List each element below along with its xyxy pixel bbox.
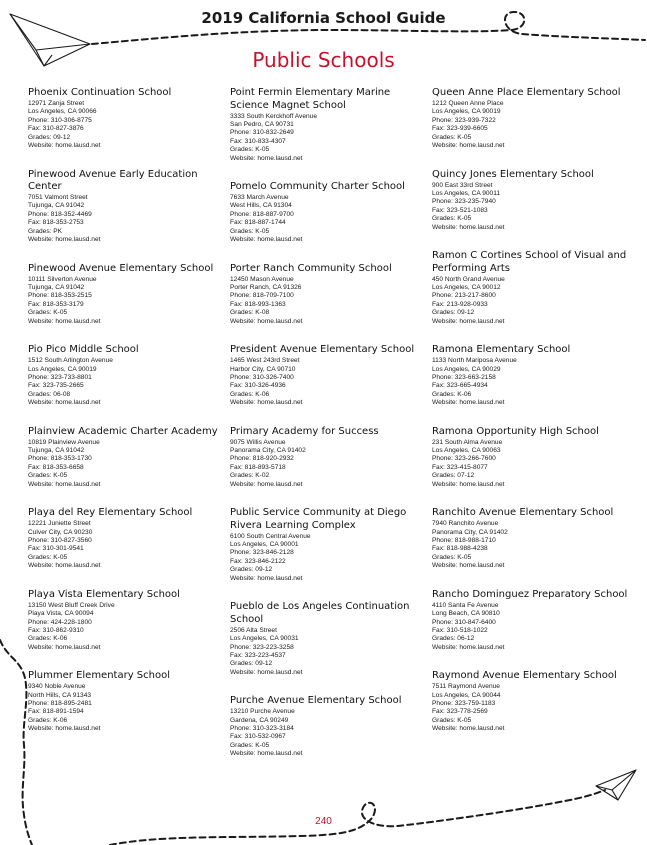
school-entry — [432, 589, 637, 653]
school-entry — [230, 601, 430, 677]
school-name: Queen Anne Place Elementary School — [432, 87, 621, 98]
school-city: Los Angeles, CA 90044 — [432, 691, 501, 699]
school-city: Los Angeles, CA 90019 — [28, 365, 97, 373]
school-address: 13210 Purche Avenue — [230, 708, 295, 716]
school-grades: Grades: K-06 — [432, 390, 472, 398]
school-city: Los Angeles, CA 90011 — [432, 189, 501, 197]
school-grades: Grades: K-05 — [230, 227, 270, 235]
school-fax: Fax: 818-993-1363 — [230, 300, 286, 308]
school-grades: Grades: K-06 — [28, 635, 68, 643]
school-phone: Phone: 323-235-7940 — [432, 198, 496, 206]
school-entry — [28, 87, 228, 151]
school-fax: Fax: 818-353-2753 — [28, 219, 84, 227]
school-website: Website: home.lausd.net — [432, 399, 505, 407]
school-address: 10819 Plainview Avenue — [28, 438, 100, 446]
school-grades: Grades: K-05 — [432, 215, 472, 223]
school-grades: Grades: K-05 — [230, 741, 270, 749]
school-grades: Grades: 06-12 — [432, 635, 475, 643]
section-title: Public Schools — [252, 48, 395, 72]
school-fax: Fax: 818-353-3179 — [28, 300, 84, 308]
school-phone: Phone: 310-832-2649 — [230, 129, 294, 137]
school-grades: Grades: K-08 — [230, 309, 270, 317]
school-website: Website: home.lausd.net — [432, 480, 505, 488]
school-address: 231 South Alma Avenue — [432, 438, 503, 446]
school-grades: Grades: K-05 — [28, 309, 68, 317]
school-grades: Grades: K-02 — [230, 472, 270, 480]
school-grades: Grades: 07-12 — [432, 472, 475, 480]
school-fax: Fax: 323-223-4537 — [230, 651, 286, 659]
school-city: Los Angeles, CA 90001 — [230, 541, 299, 549]
school-name: Point Fermin Elementary Marine Science Magnet School — [230, 87, 391, 111]
school-column-2 — [230, 87, 430, 777]
school-address: 900 East 33rd Street — [432, 181, 493, 189]
school-fax: Fax: 310-532-0967 — [230, 733, 286, 741]
school-city: North Hills, CA 91343 — [28, 691, 92, 699]
school-address: 450 North Grand Avenue — [432, 275, 505, 283]
school-website: Website: home.lausd.net — [432, 142, 505, 150]
school-name: Pueblo de Los Angeles Continuation School — [230, 601, 410, 625]
school-address: 7511 Raymond Avenue — [432, 683, 500, 691]
school-name: Rancho Dominguez Preparatory School — [432, 588, 628, 600]
school-phone: Phone: 424-228-1800 — [28, 618, 92, 626]
school-website: Website: home.lausd.net — [28, 399, 101, 407]
school-phone: Phone: 818-988-1710 — [432, 536, 496, 544]
school-city: Gardena, CA 90249 — [230, 716, 289, 724]
school-fax: Fax: 323-778-2569 — [432, 708, 488, 716]
school-address: 1212 Queen Anne Place — [432, 100, 504, 107]
school-entry — [230, 181, 430, 245]
school-website: Website: home.lausd.net — [432, 223, 505, 231]
school-entry — [28, 263, 228, 327]
school-fax: Fax: 310-301-9541 — [28, 545, 84, 553]
school-address: 13150 West Bluff Creek Drive — [28, 601, 115, 609]
school-name: Ranchito Avenue Elementary School — [432, 507, 614, 519]
school-fax: Fax: 310-833-4307 — [230, 137, 286, 145]
school-website: Website: home.lausd.net — [230, 480, 303, 488]
school-name: Pio Pico Middle School — [28, 344, 139, 356]
school-grades: Grades: 09-12 — [230, 566, 273, 574]
school-fax: Fax: 310-827-3876 — [28, 125, 84, 133]
school-phone: Phone: 818-920-2932 — [230, 455, 294, 463]
school-name: Playa Vista Elementary School — [28, 588, 180, 600]
school-address: 4110 Santa Fe Avenue — [432, 601, 499, 609]
school-address: 7940 Ranchito Avenue — [432, 520, 499, 528]
school-column-3 — [432, 87, 637, 752]
school-city: Tujunga, CA 91042 — [28, 283, 85, 291]
school-name: Quincy Jones Elementary School — [432, 168, 594, 180]
school-fax: Fax: 310-862-9310 — [28, 626, 84, 634]
school-city: Culver City, CA 90230 — [28, 528, 93, 536]
school-phone: Phone: 310-323-3184 — [230, 725, 294, 733]
school-website: Website: home.lausd.net — [432, 317, 505, 325]
school-phone: Phone: 310-326-7400 — [230, 373, 294, 381]
school-phone: Phone: 323-846-2128 — [230, 549, 294, 557]
school-address: 12450 Mason Avenue — [230, 275, 294, 283]
school-fax: Fax: 818-893-5718 — [230, 463, 286, 471]
school-website: Website: home.lausd.net — [432, 562, 505, 570]
school-website: Website: home.lausd.net — [28, 142, 101, 150]
paper-plane-icon — [596, 770, 636, 800]
school-entry — [230, 426, 430, 490]
school-grades: Grades: 09-12 — [28, 133, 71, 141]
school-address: 7051 Valmont Street — [28, 194, 88, 202]
school-website: Website: home.lausd.net — [230, 317, 303, 325]
school-address: 12971 Zanja Street — [28, 100, 85, 107]
school-name: Phoenix Continuation School — [28, 87, 172, 98]
school-address: 1133 North Mariposa Avenue — [432, 357, 517, 365]
school-fax: Fax: 323-415-8077 — [432, 463, 488, 471]
school-entry — [28, 426, 228, 490]
school-address: 3333 South Kerckhoff Avenue — [230, 112, 318, 120]
school-name: Playa del Rey Elementary School — [28, 507, 193, 519]
school-phone: Phone: 323-759-1183 — [432, 700, 496, 708]
school-website: Website: home.lausd.net — [28, 236, 101, 244]
school-address: 2506 Alta Street — [230, 626, 277, 634]
school-website: Website: home.lausd.net — [28, 643, 101, 651]
school-website: Website: home.lausd.net — [230, 574, 303, 582]
school-entry — [230, 507, 430, 583]
school-city: Harbor City, CA 90710 — [230, 365, 296, 373]
school-name: Pomelo Community Charter School — [230, 181, 405, 193]
school-name: Ramona Opportunity High School — [432, 425, 599, 437]
school-website: Website: home.lausd.net — [28, 562, 101, 570]
school-grades: Grades: K-05 — [432, 133, 472, 141]
school-website: Website: home.lausd.net — [230, 236, 303, 244]
school-entry — [28, 670, 228, 734]
guide-title: 2019 California School Guide — [201, 9, 446, 27]
school-entry — [432, 344, 637, 408]
school-website: Website: home.lausd.net — [28, 480, 101, 488]
school-city: West Hills, CA 91304 — [230, 202, 292, 210]
school-entry — [28, 589, 228, 653]
school-city: Panorama City, CA 91402 — [432, 528, 508, 536]
school-fax: Fax: 310-326-4936 — [230, 382, 286, 390]
school-address: 1465 West 243rd Street — [230, 357, 300, 365]
school-fax: Fax: 323-665-4934 — [432, 382, 488, 390]
school-name: Primary Academy for Success — [230, 425, 379, 437]
school-phone: Phone: 310-847-6400 — [432, 618, 496, 626]
school-name: Pinewood Avenue Elementary School — [28, 262, 214, 274]
school-phone: Phone: 818-353-1730 — [28, 455, 92, 463]
school-city: Los Angeles, CA 90019 — [432, 108, 501, 116]
school-phone: Phone: 818-352-4469 — [28, 210, 92, 218]
school-website: Website: home.lausd.net — [230, 154, 303, 162]
school-entry — [432, 670, 637, 734]
school-grades: Grades: K-05 — [432, 553, 472, 561]
school-fax: Fax: 818-353-6658 — [28, 463, 84, 471]
school-phone: Phone: 818-895-2481 — [28, 700, 92, 708]
school-entry — [432, 250, 637, 326]
school-city: Panorama City, CA 91402 — [230, 447, 306, 455]
school-fax: Fax: 323-735-2665 — [28, 382, 84, 390]
school-entry — [230, 695, 430, 759]
school-column-1 — [28, 87, 228, 752]
school-grades: Grades: K-05 — [28, 472, 68, 480]
school-name: Purche Avenue Elementary School — [230, 695, 402, 707]
school-city: Los Angeles, CA 90012 — [432, 283, 501, 291]
school-website: Website: home.lausd.net — [230, 399, 303, 407]
school-fax: Fax: 818-891-1594 — [28, 708, 84, 716]
school-entry — [432, 87, 637, 151]
school-city: San Pedro, CA 90731 — [230, 120, 294, 128]
school-city: Long Beach, CA 90810 — [432, 610, 500, 618]
school-grades: Grades: K-06 — [28, 716, 68, 724]
school-fax: Fax: 818-887-1744 — [230, 219, 286, 227]
school-phone: Phone: 818-887-9700 — [230, 210, 294, 218]
school-grades: Grades: 09-12 — [432, 309, 475, 317]
school-phone: Phone: 323-663-2158 — [432, 373, 496, 381]
school-name: Plummer Elementary School — [28, 670, 171, 682]
school-fax: Fax: 323-846-2122 — [230, 557, 286, 565]
school-fax: Fax: 818-988-4238 — [432, 545, 488, 553]
school-grades: Grades: PK — [28, 227, 63, 235]
school-grades: Grades: 09-12 — [230, 660, 273, 668]
school-grades: Grades: K-05 — [432, 716, 472, 724]
school-fax: Fax: 213-928-0933 — [432, 300, 488, 308]
school-fax: Fax: 310-518-1022 — [432, 626, 488, 634]
school-entry — [230, 263, 430, 327]
school-website: Website: home.lausd.net — [28, 725, 101, 733]
school-phone: Phone: 323-733-8801 — [28, 373, 92, 381]
school-city: Los Angeles, CA 90031 — [230, 635, 299, 643]
school-phone: Phone: 323-266-7600 — [432, 455, 496, 463]
school-website: Website: home.lausd.net — [28, 317, 101, 325]
school-phone: Phone: 818-709-7100 — [230, 292, 294, 300]
school-city: Porter Ranch, CA 91326 — [230, 283, 302, 291]
page-number: 240 — [315, 816, 332, 827]
school-entry — [432, 507, 637, 571]
school-phone: Phone: 310-827-3560 — [28, 536, 92, 544]
school-address: 1512 South Arlington Avenue — [28, 357, 113, 365]
school-website: Website: home.lausd.net — [230, 668, 303, 676]
school-grades: Grades: K-05 — [230, 146, 270, 154]
school-grades: Grades: K-06 — [230, 390, 270, 398]
school-name: Public Service Community at Diego Rivera Learning Complex — [230, 507, 407, 531]
school-name: Porter Ranch Community School — [230, 262, 392, 274]
school-grades: Grades: 06-08 — [28, 390, 71, 398]
school-address: 9075 Willis Avenue — [230, 438, 286, 446]
school-entry — [28, 507, 228, 571]
school-name: Ramon C Cortines School of Visual and Performing Arts — [432, 250, 627, 274]
school-phone: Phone: 323-939-7322 — [432, 116, 496, 124]
school-city: Playa Vista, CA 90094 — [28, 610, 94, 618]
school-phone: Phone: 818-353-2515 — [28, 292, 92, 300]
school-city: Tujunga, CA 91042 — [28, 202, 85, 210]
school-entry — [230, 344, 430, 408]
school-grades: Grades: K-05 — [28, 553, 68, 561]
school-phone: Phone: 310-306-8775 — [28, 116, 92, 124]
school-website: Website: home.lausd.net — [230, 750, 303, 758]
school-name: Plainview Academic Charter Academy — [28, 425, 218, 437]
school-address: 10111 Silverton Avenue — [28, 275, 97, 283]
school-phone: Phone: 323-223-3258 — [230, 643, 294, 651]
school-entry — [432, 169, 637, 233]
school-entry — [230, 87, 430, 163]
school-address: 7633 March Avenue — [230, 194, 289, 202]
school-fax: Fax: 323-521-1083 — [432, 206, 488, 214]
school-name: Pinewood Avenue Early Education Center — [28, 168, 198, 193]
school-name: Raymond Avenue Elementary School — [432, 670, 617, 682]
school-entry — [28, 344, 228, 408]
school-entry — [432, 426, 637, 490]
school-address: 6100 South Central Avenue — [230, 532, 311, 540]
school-city: Los Angeles, CA 90066 — [28, 108, 97, 116]
school-city: Tujunga, CA 91042 — [28, 447, 85, 455]
school-address: 9340 Noble Avenue — [28, 683, 86, 691]
school-website: Website: home.lausd.net — [432, 643, 505, 651]
school-address: 12221 Juniette Street — [28, 520, 91, 528]
school-city: Los Angeles, CA 90029 — [432, 365, 501, 373]
school-website: Website: home.lausd.net — [432, 725, 505, 733]
school-city: Los Angeles, CA 90063 — [432, 447, 501, 455]
school-phone: Phone: 213-217-8600 — [432, 292, 496, 300]
school-fax: Fax: 323-939-6605 — [432, 125, 488, 133]
school-name: Ramona Elementary School — [432, 344, 571, 356]
school-entry — [28, 169, 228, 245]
school-name: President Avenue Elementary School — [230, 344, 415, 356]
